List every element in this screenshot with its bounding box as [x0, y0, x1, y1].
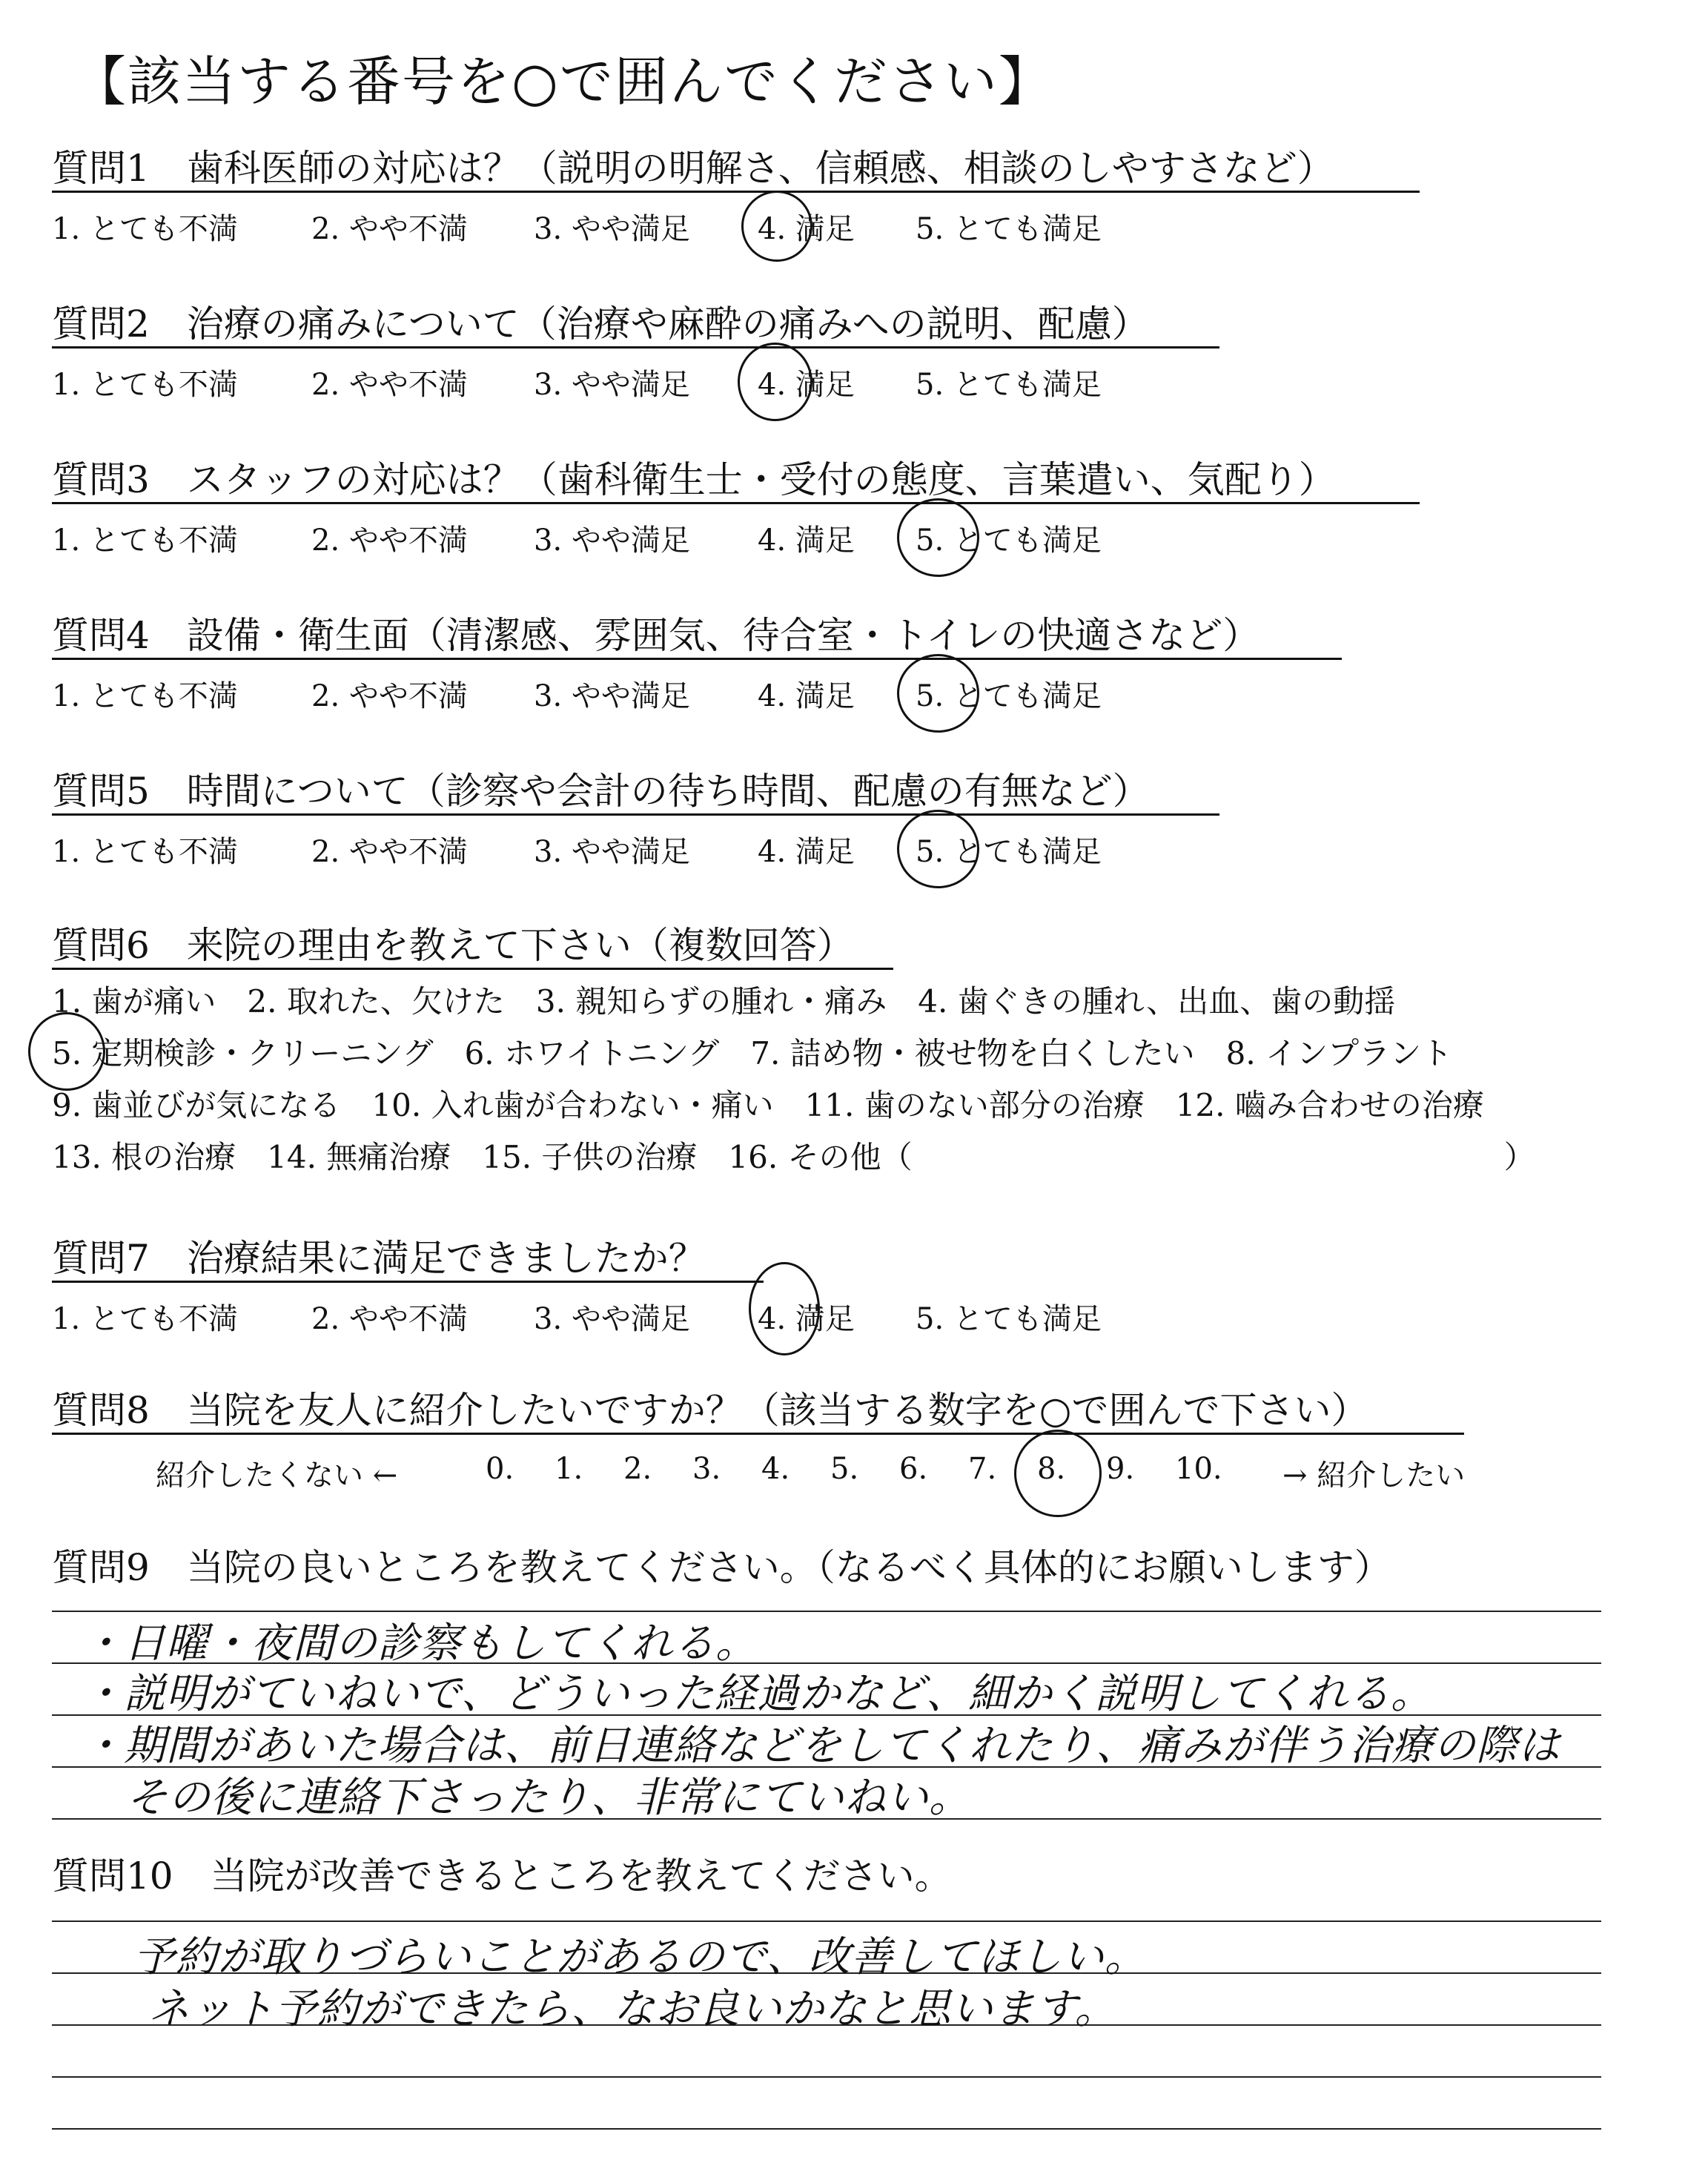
question-6 — [52, 922, 1623, 969]
option-4[interactable]: 4. 満足 — [758, 1302, 855, 1336]
option-5[interactable]: 5. とても満足 — [916, 524, 1102, 558]
option-1[interactable]: 1. とても不満 — [52, 835, 238, 869]
question-label: 質問4 設備・衛生面（清潔感、雰囲気、待合室・トイレの快適さなど） — [52, 614, 1260, 657]
question-3 — [52, 456, 1623, 558]
question-label: 質問3 スタッフの対応は？（歯科衛生士・受付の態度、言葉遣い、気配り） — [52, 458, 1336, 501]
selection-circle — [749, 1262, 820, 1355]
option-2[interactable]: 2. やや不満 — [311, 212, 468, 246]
option-3[interactable]: 3. やや満足 — [534, 368, 690, 402]
question-7 — [52, 1235, 1623, 1337]
question-10 — [52, 1852, 1623, 1900]
scale-option-8[interactable]: 8. — [1037, 1452, 1066, 1486]
question-label: 質問9 当院の良いところを教えてください。（なるべく具体的にお願いします） — [52, 1546, 1391, 1589]
answer-rule — [52, 2076, 1601, 2078]
scale-option-3[interactable]: 3. — [692, 1452, 721, 1486]
option-1[interactable]: 1. とても不満 — [52, 368, 238, 402]
option-2[interactable]: 2. やや不満 — [311, 835, 468, 869]
option-4[interactable]: 4. 満足 — [758, 679, 855, 713]
question-5 — [52, 767, 1623, 870]
option-2[interactable]: 2. やや不満 — [311, 679, 468, 713]
underline — [52, 658, 1342, 660]
handwritten-answer-line-2: ネット予約ができたら、なお良いかなと思います。 — [148, 1985, 1117, 2033]
scale-option-7[interactable]: 7. — [968, 1452, 997, 1486]
scale-option-4[interactable]: 4. — [761, 1452, 790, 1486]
option-3[interactable]: 3. やや満足 — [534, 679, 690, 713]
underline — [52, 968, 893, 970]
question-label: 質問2 治療の痛みについて（治療や麻酔の痛みへの説明、配慮） — [52, 303, 1149, 346]
handwritten-answer-line-4: その後に連絡下さったり、非常にていねい。 — [126, 1774, 971, 1822]
option-row — [52, 673, 1623, 714]
option-2[interactable]: 2. やや不満 — [311, 368, 468, 402]
answer-rule — [52, 2128, 1601, 2130]
scale-right-label: → 紹介したい — [1282, 1459, 1466, 1493]
scale-option-5[interactable]: 5. — [830, 1452, 859, 1486]
scale-option-1[interactable]: 1. — [555, 1452, 583, 1486]
option-2[interactable]: 2. やや不満 — [311, 524, 468, 558]
option-row — [52, 361, 1623, 403]
question-label: 質問6 来院の理由を教えて下さい（複数回答） — [52, 924, 854, 967]
option-2[interactable]: 2. やや不満 — [311, 1302, 468, 1336]
question-label: 質問7 治療結果に満足できましたか？ — [52, 1237, 706, 1280]
option-3[interactable]: 3. やや満足 — [534, 524, 690, 558]
option-3[interactable]: 3. やや満足 — [534, 835, 690, 869]
answer-rule — [52, 1920, 1601, 1922]
q6-options-line-3[interactable]: 9. 歯並びが気になる 10. 入れ歯が合わない・痛い 11. 歯のない部分の治療 12. 嚙み合わせの治療 — [52, 1087, 1484, 1123]
question-9 — [52, 1544, 1623, 1591]
option-4[interactable]: 4. 満足 — [758, 368, 855, 402]
scale-option-10[interactable]: 10. — [1175, 1452, 1222, 1486]
question-label: 質問1 歯科医師の対応は？（説明の明解さ、信頼感、相談のしやすさなど） — [52, 147, 1334, 190]
selection-circle — [1014, 1430, 1102, 1517]
question-4 — [52, 612, 1623, 714]
option-5[interactable]: 5. とても満足 — [916, 835, 1102, 869]
underline — [52, 191, 1420, 193]
underline — [52, 813, 1219, 816]
selection-circle — [741, 191, 812, 262]
option-5[interactable]: 5. とても満足 — [916, 1302, 1102, 1336]
scale-option-9[interactable]: 9. — [1106, 1452, 1135, 1486]
selection-circle — [28, 1012, 105, 1091]
option-row — [52, 517, 1623, 558]
option-1[interactable]: 1. とても不満 — [52, 1302, 238, 1336]
page-title: 【該当する番号を○で囲んでください】 — [73, 50, 1053, 113]
option-row — [52, 205, 1623, 247]
option-3[interactable]: 3. やや満足 — [534, 212, 690, 246]
option-4[interactable]: 4. 満足 — [758, 524, 855, 558]
selection-circle — [897, 810, 979, 888]
selection-circle — [738, 343, 812, 421]
underline — [52, 1281, 764, 1283]
option-1[interactable]: 1. とても不満 — [52, 212, 238, 246]
option-4[interactable]: 4. 満足 — [758, 835, 855, 869]
q6-options-line-1[interactable]: 1. 歯が痛い 2. 取れた、欠けた 3. 親知らずの腫れ・痛み 4. 歯ぐきの腫れ、出血、歯の動揺 — [52, 983, 1396, 1020]
option-row — [52, 828, 1623, 870]
question-label: 質問10 当院が改善できるところを教えてください。 — [52, 1855, 952, 1898]
handwritten-answer-line-1: ・日曜・夜間の診察もしてくれる。 — [82, 1619, 758, 1668]
scale-option-2[interactable]: 2. — [623, 1452, 652, 1486]
option-3[interactable]: 3. やや満足 — [534, 1302, 690, 1336]
option-row — [52, 1295, 1623, 1337]
underline — [52, 502, 1420, 504]
scale-option-6[interactable]: 6. — [899, 1452, 928, 1486]
handwritten-answer-line-1: 予約が取りづらいことがあるので、改善してほしい。 — [133, 1933, 1147, 1981]
question-8 — [52, 1387, 1623, 1434]
question-1 — [52, 145, 1623, 247]
selection-circle — [897, 498, 979, 577]
underline — [52, 346, 1219, 349]
option-1[interactable]: 1. とても不満 — [52, 524, 238, 558]
question-label: 質問5 時間について（診察や会計の待ち時間、配慮の有無など） — [52, 770, 1150, 813]
option-5[interactable]: 5. とても満足 — [916, 212, 1102, 246]
handwritten-answer-line-2: ・説明がていねいで、どういった経過かなど、細かく説明してくれる。 — [82, 1670, 1433, 1718]
scale-option-0[interactable]: 0. — [486, 1452, 514, 1486]
scale-left-label: 紹介したくない ← — [156, 1459, 398, 1493]
question-label: 質問8 当院を友人に紹介したいですか？（該当する数字を○で囲んで下さい） — [52, 1389, 1368, 1432]
handwritten-answer-line-3: ・期間があいた場合は、前日連絡などをしてくれたり、痛みが伴う治療の際は — [82, 1722, 1560, 1770]
underline — [52, 1433, 1464, 1435]
option-4[interactable]: 4. 満足 — [758, 212, 855, 246]
q6-options-line-2[interactable]: 5. 定期検診・クリーニング 6. ホワイトニング 7. 詰め物・被せ物を白くしたい 8. インプラント — [52, 1035, 1453, 1071]
selection-circle — [897, 654, 979, 733]
q6-options-line-4[interactable]: 13. 根の治療 14. 無痛治療 15. 子供の治療 16. その他（ ） — [52, 1139, 1535, 1175]
option-5[interactable]: 5. とても満足 — [916, 368, 1102, 402]
question-2 — [52, 300, 1623, 403]
option-1[interactable]: 1. とても不満 — [52, 679, 238, 713]
option-5[interactable]: 5. とても満足 — [916, 679, 1102, 713]
